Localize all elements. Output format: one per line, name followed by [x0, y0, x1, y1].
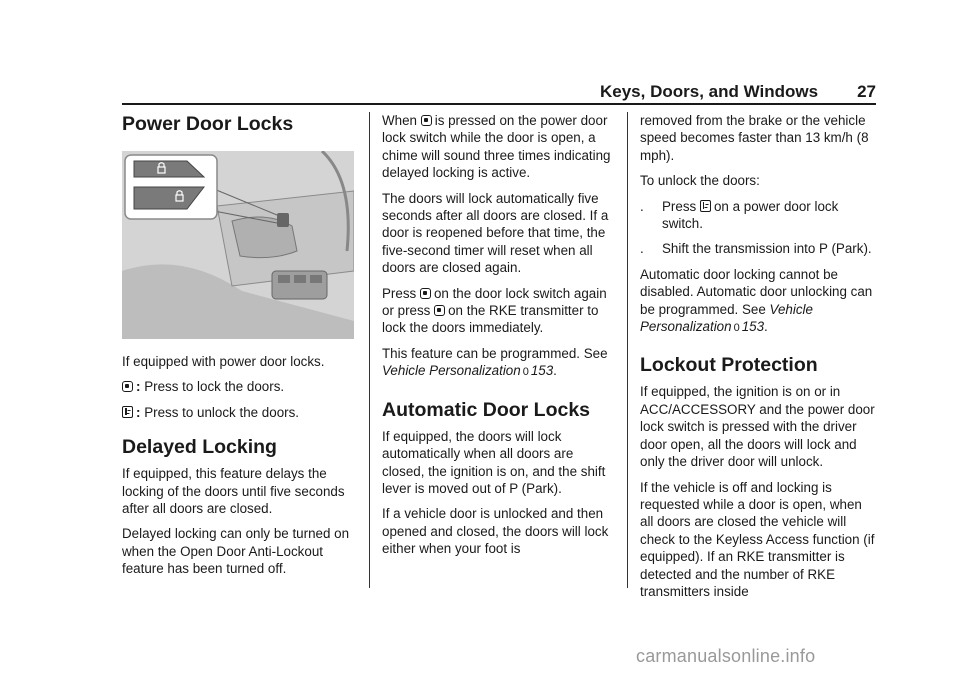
text: Press — [662, 198, 697, 214]
text: on a power door lock switch. — [662, 198, 839, 232]
text: Automatic door locking cannot be disabled. Automatic door unlocking can be programmed. See — [640, 266, 873, 317]
column-2 — [382, 112, 614, 566]
xref-link[interactable]: Vehicle Personalization — [382, 363, 521, 379]
lock-definition — [122, 378, 358, 395]
column-divider — [369, 112, 370, 588]
bullet-marker: . — [640, 241, 644, 257]
definition-sep: : — [136, 404, 141, 420]
paragraph: If equipped, the ignition is on or in ACC/ACCESSORY and the power door lock switch is pressed with the driver door open, all the doors will lock and only the driver door will unlock. — [640, 384, 875, 470]
unlock-icon — [700, 200, 711, 212]
paragraph — [382, 345, 614, 382]
paragraph: Delayed locking can only be turned on when the Open Door Anti-Lockout feature has been turned off. — [122, 526, 350, 577]
door-panel-drawing — [122, 151, 354, 339]
list-item — [640, 198, 876, 233]
text: on the door lock switch again or press — [382, 285, 607, 319]
paragraph: If equipped, this feature delays the locking of the doors until five seconds after all doors are closed. — [122, 466, 345, 517]
xref-symbol: 0 — [733, 322, 740, 335]
xref-link[interactable]: Vehicle Personalization — [640, 301, 813, 335]
watermark: carmanualsonline.info — [636, 646, 816, 666]
unlock-icon — [122, 406, 133, 418]
paragraph: removed from the brake or the vehicle speed becomes faster than 13 km/h (8 mph). — [640, 113, 869, 163]
section-title: Keys, Doors, and Windows — [600, 82, 819, 101]
unlock-definition — [122, 404, 358, 421]
heading-lockout-protection: Lockout Protection — [640, 354, 818, 377]
text: is pressed on the power door lock switch while the door is open, a chime will sound three times indicating delayed locking is active. — [382, 113, 611, 181]
column-divider — [627, 112, 628, 588]
bullet-marker: . — [640, 198, 644, 214]
column-1 — [122, 112, 358, 586]
lock-icon — [421, 115, 432, 126]
heading-delayed-locking: Delayed Locking — [122, 436, 277, 459]
lock-icon — [434, 305, 445, 316]
paragraph: The doors will lock automatically five seconds after all doors are closed. If a door is reopened before that time, the five-second timer will reset when all doors are closed again. — [382, 190, 609, 276]
xref-symbol: 0 — [522, 366, 529, 379]
paragraph — [382, 112, 614, 182]
paragraph: If a vehicle door is unlocked and then opened and closed, the doors will lock either when your foot is — [382, 506, 609, 557]
header-rule — [122, 103, 876, 105]
text: Shift the transmission into P (Park). — [662, 241, 872, 257]
text: Press — [382, 285, 417, 301]
text: . — [764, 319, 768, 335]
paragraph — [382, 285, 614, 337]
list-item — [640, 240, 876, 257]
paragraph — [640, 266, 876, 338]
text: . — [553, 363, 557, 379]
xref-page[interactable]: 153 — [741, 319, 765, 335]
text: on the RKE transmitter to lock the doors immediately. — [382, 303, 599, 336]
column-3 — [640, 112, 876, 608]
page-number: 27 — [857, 82, 876, 101]
paragraph: If equipped, the doors will lock automatically when all doors are closed, the ignition is on, and the shift lever is moved out of P (Park). — [382, 428, 606, 496]
figure-caption: If equipped with power door locks. — [122, 354, 325, 369]
unlock-definition-text: Press to unlock the doors. — [144, 404, 300, 420]
heading-power-door-locks: Power Door Locks — [122, 113, 294, 135]
lock-icon — [122, 381, 133, 392]
door-lock-switch-illustration — [122, 151, 354, 339]
heading-automatic-door-locks: Automatic Door Locks — [382, 398, 591, 421]
lock-definition-text: Press to lock the doors. — [144, 379, 285, 395]
xref-page[interactable]: 153 — [530, 363, 554, 379]
lock-icon — [420, 288, 431, 299]
paragraph: If the vehicle is off and locking is requested while a door is open, when all doors are closed the vehicle will check to the Keyless Access function (if equipped). If an RKE transmitter is detected and the number of RKE transmitters inside — [640, 479, 875, 599]
text: When — [382, 113, 417, 128]
definition-sep: : — [136, 379, 141, 395]
text: This feature can be programmed. See — [382, 345, 608, 361]
paragraph: To unlock the doors: — [640, 173, 760, 189]
